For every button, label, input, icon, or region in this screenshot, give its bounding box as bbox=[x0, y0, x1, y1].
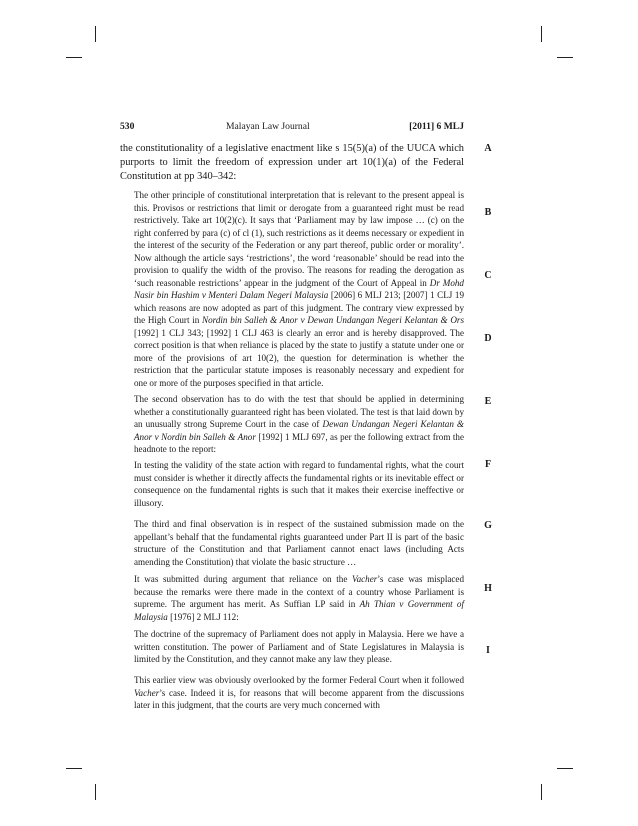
journal-title: Malayan Law Journal bbox=[226, 121, 310, 132]
headnote-extract: In testing the validity of the state action with regard to fundamental rights, what the court must consider is whether it directly affects the fundamental rights or its inevitable effect or consequence on the fundamental rights is such that it makes their exercise ineffective or illusory. bbox=[134, 460, 464, 508]
case-name: Nordin bin Salleh & Anor v Dewan Undangan Negeri Kelantan & Ors bbox=[202, 315, 464, 325]
margin-letter-a: A bbox=[484, 143, 492, 154]
case-name: Dr Mohd Nasir bin Hashim v Menteri Dalam Negeri Malaysia bbox=[134, 277, 464, 300]
case-name: Dewan Undangan Negeri Kelantan & Anor v Nordin bin Salleh & Anor bbox=[134, 419, 464, 442]
margin-letter-f: F bbox=[484, 459, 492, 470]
margin-letter-g: G bbox=[484, 520, 492, 531]
quote-block-4: It was submitted during argument that reliance on the Vacher’s case was misplaced because the remarks were there made in the context of a country whose Parliament is supreme. The argument has merit. As Suffian LP said in Ah Thian v Government of Malaysia [1976] 2 MLJ 112: bbox=[134, 574, 465, 622]
margin-letter-b: B bbox=[484, 207, 492, 218]
case-name: Ah Thian v Government of Malaysia bbox=[134, 599, 465, 622]
crop-mark bbox=[66, 768, 82, 769]
crop-mark bbox=[95, 784, 96, 800]
quote-block-3: The third and final observation is in respect of the sustained submission made on the appellant’s behalf that the fundamental rights guaranteed under Part II is part of the basic structure of the Constitution and that Parliament cannot enact laws (including Acts amending the Constitution) that violate the basic structure … bbox=[134, 519, 464, 567]
crop-mark bbox=[557, 57, 573, 58]
quote-block-2: The second observation has to do with the test that should be applied in determining whether a constitutionally guaranteed right has been violated. The test is that laid down by an unusually strong Supreme Court in the case of Dewan Undangan Negeri Kelantan & Anor v Nordin bin Salleh & Anor [1992] 1 MLJ 697, as per the following extract from the headnote to the report: bbox=[134, 394, 465, 454]
crop-mark bbox=[541, 26, 542, 42]
crop-mark bbox=[66, 57, 82, 58]
quote-block-6: This earlier view was obviously overlooked by the former Federal Court when it followed Vacher’s case. Indeed it is, for reasons that will become apparent from the discussions later in this judgment, that the courts are very much concerned with bbox=[134, 675, 464, 710]
crop-mark bbox=[557, 768, 573, 769]
margin-letter-i: I bbox=[486, 645, 490, 656]
case-name: Vacher bbox=[134, 687, 160, 698]
margin-letter-c: C bbox=[484, 270, 492, 281]
page-number: 530 bbox=[120, 121, 135, 132]
crop-mark bbox=[95, 26, 96, 42]
report-citation: [2011] 6 MLJ bbox=[409, 121, 464, 132]
paragraph-intro: the constitutionality of a legislative enactment like s 15(5)(a) of the UUCA which purports to limit the freedom of expression under art 10(1)(a) of the Federal Constitution at pp 340–342: bbox=[120, 143, 464, 183]
margin-letter-e: E bbox=[484, 396, 492, 407]
quote-block-1: The other principle of constitutional interpretation that is relevant to the present appeal is this. Provisos or restrictions that limit or derogate from a guaranteed right must be read restrictively. Take art 10(2)(c). It says that ‘Parliament may by law impose … (c) on the right conferred by para (c) of cl (1), such restrictions as it deems necessary or expedient in the interest of the security of the Federation or any part thereof, public order or morality’. Now although the article says ‘restrictions’, the word ‘reasonable’ should be read into the provision to qualify the width of the proviso. The reasons for reading the derogation as ‘such reasonable restrictions’ appear in the judgment of the Court of Appeal in Dr Mohd Nasir bin Hashim v Menteri Dalam Negeri Malaysia [2006] 6 MLJ 213; [2007] 1 CLJ 19 which reasons are now adopted as part of this judgment. The contrary view expressed by the High Court in Nordin bin Salleh & Anor v Dewan Undangan Negeri Kelantan & Ors [1992] 1 CLJ 343; [1992] 1 CLJ 463 is clearly an error and is hereby disapproved. The correct position is that when reliance is placed by the state to justify a statute under one or more of the provisions of art 10(2), the question for determination is whether the restriction that the particular statute imposes is reasonably necessary and expedient for one or more of the purposes specified in that article. bbox=[134, 190, 465, 388]
case-name: Vacher bbox=[352, 574, 378, 584]
margin-letter-d: D bbox=[484, 333, 492, 344]
quote-block-5: The doctrine of the supremacy of Parliament does not apply in Malaysia. Here we have a written constitution. The power of Parliament and of State Legislatures in Malaysia is limited by the Constitution, and they cannot make any law they please. bbox=[134, 629, 464, 664]
running-header bbox=[120, 121, 464, 134]
crop-mark bbox=[541, 784, 542, 800]
margin-letter-h: H bbox=[484, 583, 492, 594]
